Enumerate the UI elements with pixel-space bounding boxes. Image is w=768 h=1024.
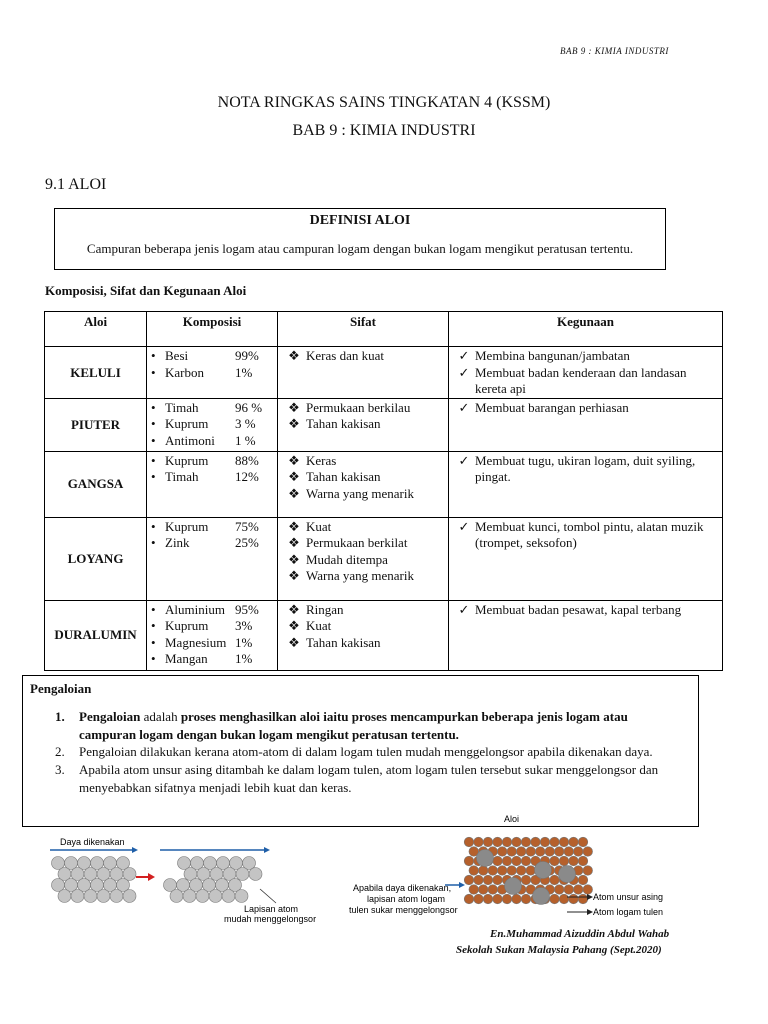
pure-metal-atom bbox=[488, 885, 498, 895]
element-percent: 3 % bbox=[235, 416, 256, 431]
atom bbox=[236, 868, 249, 881]
composition-item bbox=[151, 348, 273, 365]
definition-title: DEFINISI ALOI bbox=[309, 213, 411, 228]
chapter-title: BAB 9 : KIMIA INDUSTRI bbox=[292, 122, 476, 139]
property-item bbox=[282, 519, 444, 536]
atom bbox=[196, 890, 209, 903]
atom bbox=[71, 890, 84, 903]
bullet-icon: • bbox=[151, 518, 156, 534]
element-name: Besi bbox=[165, 348, 189, 363]
element-name: Kuprum bbox=[165, 416, 209, 431]
element-percent: 1 % bbox=[235, 432, 256, 448]
pure-metal-atom bbox=[521, 837, 531, 847]
bullet-icon: • bbox=[151, 399, 156, 415]
bullet-icon: • bbox=[151, 452, 156, 468]
bullet-icon: • bbox=[151, 634, 156, 650]
pure-metal-atom bbox=[550, 837, 560, 847]
pure-metal-atom bbox=[559, 894, 569, 904]
pure-metal-atom bbox=[493, 837, 503, 847]
pure-metal-atom bbox=[573, 847, 583, 857]
element-name: Timah bbox=[165, 399, 199, 415]
atom bbox=[84, 890, 97, 903]
alloy-diagram bbox=[345, 812, 685, 920]
property-item bbox=[282, 635, 444, 652]
property-item bbox=[282, 400, 444, 417]
pure-metal-atom bbox=[478, 885, 488, 895]
pengaloian-title: Pengaloian bbox=[30, 681, 92, 696]
point-number: 3. bbox=[55, 762, 65, 777]
header-kegunaan: Kegunaan bbox=[449, 312, 723, 347]
pure-metal-atom bbox=[526, 847, 536, 857]
alloy-left-label-3: tulen sukar menggelongsor bbox=[349, 905, 458, 915]
usage-item bbox=[453, 348, 718, 365]
usage-item bbox=[453, 602, 718, 619]
property-text: Warna yang menarik bbox=[306, 485, 414, 501]
pure-metal-atom bbox=[578, 894, 588, 904]
element-percent: 95% bbox=[235, 601, 259, 617]
composition-item bbox=[151, 469, 273, 486]
property-item bbox=[282, 602, 444, 619]
diamond-bullet-icon: ❖ bbox=[288, 348, 300, 363]
composition-cell bbox=[147, 398, 278, 451]
checkmark-icon: ✓ bbox=[458, 399, 470, 415]
pure-metal-atom bbox=[469, 885, 479, 895]
property-text: Permukaan berkilau bbox=[306, 399, 411, 415]
pure-metal-atom bbox=[478, 866, 488, 876]
diamond-bullet-icon: ❖ bbox=[288, 535, 300, 550]
property-text: Ringan bbox=[306, 601, 344, 617]
foreign-atom bbox=[477, 850, 494, 867]
composition-item bbox=[151, 651, 273, 668]
property-item bbox=[282, 618, 444, 635]
element-percent: 88% bbox=[235, 452, 259, 468]
pure-metal-atom bbox=[569, 894, 579, 904]
property-cell bbox=[278, 600, 449, 670]
bullet-icon: • bbox=[151, 618, 156, 633]
bullet-icon: • bbox=[151, 651, 156, 666]
diamond-bullet-icon: ❖ bbox=[288, 399, 300, 415]
header-note: BAB 9 : KIMIA INDUSTRI bbox=[560, 46, 669, 56]
foreign-atom bbox=[535, 862, 552, 879]
alloy-name: KELULI bbox=[45, 347, 147, 399]
alloy-atom-grid bbox=[464, 837, 592, 904]
pure-metal-atom bbox=[464, 856, 474, 866]
pure-metal-atom bbox=[578, 837, 588, 847]
element-percent: 75% bbox=[235, 518, 259, 534]
section-heading: 9.1 ALOI bbox=[45, 176, 107, 193]
property-text: Keras bbox=[306, 452, 337, 468]
pure-metal-atom bbox=[502, 837, 512, 847]
composition-cell bbox=[147, 347, 278, 399]
atom-grid-before bbox=[52, 857, 137, 903]
foreign-atom bbox=[533, 888, 550, 905]
pengaloian-box bbox=[22, 675, 699, 827]
usage-item bbox=[453, 365, 718, 398]
pure-metal-atom bbox=[521, 856, 531, 866]
element-name: Kuprum bbox=[165, 618, 209, 633]
diamond-bullet-icon: ❖ bbox=[288, 469, 300, 484]
pure-metal-atom bbox=[554, 885, 564, 895]
usage-text: Membuat kunci, tombol pintu, alatan muzik (trompet, seksofon) bbox=[475, 518, 704, 550]
pure-metal-atom bbox=[564, 847, 574, 857]
property-item bbox=[282, 453, 444, 470]
atom bbox=[209, 890, 222, 903]
alloy-force-arrowhead bbox=[459, 882, 465, 888]
pure-metal-atom bbox=[521, 894, 531, 904]
element-percent: 99% bbox=[235, 348, 259, 363]
pure-metal-atom bbox=[554, 847, 564, 857]
atom bbox=[110, 890, 123, 903]
pure-metal-atom bbox=[512, 856, 522, 866]
property-text: Mudah ditempa bbox=[306, 551, 388, 567]
alloy-name: GANGSA bbox=[45, 451, 147, 517]
pure-metal-atom bbox=[535, 847, 545, 857]
pure-metal-atom bbox=[569, 837, 579, 847]
usage-text: Membuat badan pesawat, kapal terbang bbox=[475, 601, 682, 617]
composition-cell bbox=[147, 451, 278, 517]
property-item bbox=[282, 568, 444, 585]
pure-metal-atom bbox=[464, 894, 474, 904]
pure-metal-atom bbox=[550, 856, 560, 866]
element-percent: 12% bbox=[235, 469, 259, 484]
pure-atom-label: Atom logam tulen bbox=[593, 907, 664, 917]
property-item bbox=[282, 552, 444, 569]
atom bbox=[235, 890, 248, 903]
usage-item bbox=[453, 519, 718, 552]
property-text: Kuat bbox=[306, 618, 332, 633]
point-number: 1. bbox=[55, 709, 65, 724]
diamond-bullet-icon: ❖ bbox=[288, 518, 300, 534]
header-komposisi: Komposisi bbox=[147, 312, 278, 347]
pure-metal-atom bbox=[550, 894, 560, 904]
property-text: Tahan kakisan bbox=[306, 634, 381, 650]
table-header-row bbox=[45, 312, 723, 347]
property-text: Tahan kakisan bbox=[306, 469, 381, 484]
property-cell bbox=[278, 347, 449, 399]
pure-metal-atom bbox=[526, 866, 536, 876]
pure-metal-atom bbox=[464, 837, 474, 847]
pure-metal-atom bbox=[483, 837, 493, 847]
transition-arrowhead bbox=[148, 873, 155, 881]
composition-item bbox=[151, 416, 273, 433]
pure-metal-atom bbox=[488, 866, 498, 876]
property-item bbox=[282, 348, 444, 365]
checkmark-icon: ✓ bbox=[458, 518, 470, 534]
property-text: Keras dan kuat bbox=[306, 348, 384, 363]
atom bbox=[170, 890, 183, 903]
usage-cell bbox=[449, 517, 723, 600]
definition-text: Campuran beberapa jenis logam atau campuran logam dengan bukan logam mengikut peratusan tertentu. bbox=[86, 241, 634, 256]
bullet-icon: • bbox=[151, 432, 156, 448]
pure-metal-atom bbox=[469, 866, 479, 876]
pure-metal-atom bbox=[516, 866, 526, 876]
composition-item bbox=[151, 365, 273, 382]
diamond-bullet-icon: ❖ bbox=[288, 452, 300, 468]
pure-metal-atom bbox=[507, 847, 517, 857]
layer-label-1: Lapisan atom bbox=[244, 904, 299, 914]
table-row bbox=[45, 347, 723, 399]
pure-metal-atom bbox=[516, 847, 526, 857]
pure-metal-atom bbox=[521, 875, 531, 885]
pure-metal-atom bbox=[578, 875, 588, 885]
usage-text: Membuat tugu, ukiran logam, duit syiling, pingat. bbox=[475, 452, 696, 484]
element-name: Zink bbox=[165, 535, 190, 550]
element-percent: 96 % bbox=[235, 399, 263, 415]
diamond-bullet-icon: ❖ bbox=[288, 568, 300, 583]
pure-metal-atom bbox=[483, 894, 493, 904]
pure-metal-atom bbox=[564, 885, 574, 895]
element-percent: 1% bbox=[235, 634, 253, 650]
property-item bbox=[282, 416, 444, 433]
author-credit: En.Muhammad Aizuddin Abdul Wahab bbox=[490, 928, 670, 940]
element-name: Karbon bbox=[165, 364, 204, 380]
element-percent: 1% bbox=[235, 364, 253, 380]
force-arrowhead-right bbox=[264, 847, 270, 853]
usage-text: Membuat barangan perhiasan bbox=[475, 399, 629, 415]
element-percent: 3% bbox=[235, 618, 253, 633]
force-arrowhead-left bbox=[132, 847, 138, 853]
composition-item bbox=[151, 400, 273, 417]
alloy-name: DURALUMIN bbox=[45, 600, 147, 670]
diamond-bullet-icon: ❖ bbox=[288, 618, 300, 633]
element-percent: 25% bbox=[235, 535, 259, 550]
composition-item bbox=[151, 618, 273, 635]
table-row bbox=[45, 451, 723, 517]
diamond-bullet-icon: ❖ bbox=[288, 551, 300, 567]
property-cell bbox=[278, 451, 449, 517]
page-title: NOTA RINGKAS SAINS TINGKATAN 4 (KSSM) bbox=[217, 94, 551, 111]
pure-metal-atom bbox=[493, 894, 503, 904]
atom bbox=[183, 890, 196, 903]
layer-label-2: mudah menggelongsor bbox=[224, 914, 317, 924]
pure-metal-atom bbox=[540, 837, 550, 847]
pure-metal-slip-diagram bbox=[48, 833, 318, 928]
usage-cell bbox=[449, 347, 723, 399]
composition-cell bbox=[147, 600, 278, 670]
header-aloi: Aloi bbox=[45, 312, 147, 347]
pure-metal-atom bbox=[483, 875, 493, 885]
diamond-bullet-icon: ❖ bbox=[288, 634, 300, 650]
diamond-bullet-icon: ❖ bbox=[288, 416, 300, 431]
element-name: Kuprum bbox=[165, 452, 209, 468]
table-heading: Komposisi, Sifat dan Kegunaan Aloi bbox=[45, 283, 247, 298]
property-cell bbox=[278, 398, 449, 451]
force-label: Daya dikenakan bbox=[60, 837, 125, 847]
usage-item bbox=[453, 453, 718, 486]
bullet-icon: • bbox=[151, 469, 156, 484]
property-cell bbox=[278, 517, 449, 600]
pure-metal-atom bbox=[493, 856, 503, 866]
pure-metal-atom bbox=[583, 885, 593, 895]
pure-metal-atom bbox=[512, 894, 522, 904]
pure-metal-atom bbox=[545, 847, 555, 857]
element-name: Magnesium bbox=[165, 634, 227, 650]
pure-metal-atom bbox=[559, 837, 569, 847]
foreign-atom bbox=[559, 866, 576, 883]
pure-metal-atom bbox=[502, 894, 512, 904]
point-bold-term: Pengaloian bbox=[79, 709, 141, 724]
layer-pointer bbox=[260, 889, 276, 903]
element-percent: 1% bbox=[235, 651, 253, 666]
atom-grid-after bbox=[164, 857, 263, 903]
point-number: 2. bbox=[55, 744, 65, 759]
pure-metal-atom bbox=[502, 856, 512, 866]
point-text: Pengaloian dilakukan kerana atom-atom di dalam logam tulen mudah menggelongsor apabila dikenakan daya. bbox=[79, 744, 653, 759]
usage-text: Membina bangunan/jambatan bbox=[475, 348, 630, 363]
atom bbox=[249, 868, 262, 881]
checkmark-icon: ✓ bbox=[458, 601, 470, 617]
pure-metal-atom bbox=[550, 875, 560, 885]
usage-cell bbox=[449, 398, 723, 451]
pure-metal-atom bbox=[559, 856, 569, 866]
point-connector: adalah bbox=[140, 709, 181, 724]
pure-metal-atom bbox=[583, 866, 593, 876]
property-text: Warna yang menarik bbox=[306, 568, 414, 583]
atom bbox=[97, 890, 110, 903]
composition-item bbox=[151, 535, 273, 552]
definition-box bbox=[54, 208, 666, 270]
pure-metal-atom bbox=[583, 847, 593, 857]
alloy-name: LOYANG bbox=[45, 517, 147, 600]
usage-text: Membuat badan kenderaan dan landasan kereta api bbox=[475, 364, 687, 396]
alloy-title: Aloi bbox=[504, 814, 520, 824]
usage-cell bbox=[449, 451, 723, 517]
pure-metal-atom bbox=[493, 875, 503, 885]
pengaloian-point-2 bbox=[55, 743, 690, 761]
header-sifat: Sifat bbox=[278, 312, 449, 347]
pure-metal-atom bbox=[474, 894, 484, 904]
alloy-left-label-2: lapisan atom logam bbox=[367, 894, 446, 904]
bullet-icon: • bbox=[151, 364, 156, 380]
bullet-icon: • bbox=[151, 348, 156, 363]
property-item bbox=[282, 469, 444, 486]
bullet-icon: • bbox=[151, 416, 156, 431]
pure-metal-atom bbox=[464, 875, 474, 885]
table-row bbox=[45, 600, 723, 670]
composition-cell bbox=[147, 517, 278, 600]
bullet-icon: • bbox=[151, 535, 156, 550]
diamond-bullet-icon: ❖ bbox=[288, 601, 300, 617]
property-item bbox=[282, 535, 444, 552]
table-row bbox=[45, 517, 723, 600]
alloy-table bbox=[44, 311, 723, 671]
bullet-icon: • bbox=[151, 601, 156, 617]
property-item bbox=[282, 486, 444, 503]
alloy-left-label-1: Apabila daya dikenakan, bbox=[353, 883, 452, 893]
composition-item bbox=[151, 602, 273, 619]
pengaloian-point-1 bbox=[55, 708, 690, 743]
element-name: Antimoni bbox=[165, 432, 215, 448]
pure-metal-atom bbox=[531, 837, 541, 847]
element-name: Timah bbox=[165, 469, 199, 484]
usage-cell bbox=[449, 600, 723, 670]
atom bbox=[58, 890, 71, 903]
diamond-bullet-icon: ❖ bbox=[288, 485, 300, 501]
school-credit: Sekolah Sukan Malaysia Pahang (Sept.2020) bbox=[456, 944, 662, 956]
composition-item bbox=[151, 519, 273, 536]
element-name: Kuprum bbox=[165, 518, 209, 534]
property-text: Kuat bbox=[306, 518, 332, 534]
atom bbox=[123, 890, 136, 903]
pure-metal-atom bbox=[497, 866, 507, 876]
element-name: Aluminium bbox=[165, 601, 225, 617]
table-row bbox=[45, 398, 723, 451]
property-text: Tahan kakisan bbox=[306, 416, 381, 431]
property-text: Permukaan berkilat bbox=[306, 535, 408, 550]
pure-metal-atom bbox=[573, 885, 583, 895]
pure-metal-atom bbox=[474, 837, 484, 847]
atom bbox=[222, 890, 235, 903]
usage-item bbox=[453, 400, 718, 417]
element-name: Mangan bbox=[165, 651, 208, 666]
pure-metal-atom bbox=[497, 847, 507, 857]
pengaloian-point-3 bbox=[55, 761, 690, 796]
foreign-atom-label: Atom unsur asing bbox=[593, 892, 664, 902]
pure-metal-atom bbox=[578, 856, 588, 866]
composition-item bbox=[151, 433, 273, 450]
checkmark-icon: ✓ bbox=[458, 364, 470, 380]
alloy-name: PIUTER bbox=[45, 398, 147, 451]
foreign-atom bbox=[505, 878, 522, 895]
composition-item bbox=[151, 453, 273, 470]
pure-metal-atom bbox=[474, 875, 484, 885]
pure-metal-atom bbox=[569, 856, 579, 866]
point-bold-text: proses menghasilkan aloi iaitu proses mencampurkan beberapa jenis logam atau campuran logam dengan bukan logam mengikut peratusan tertentu. bbox=[79, 709, 628, 742]
checkmark-icon: ✓ bbox=[458, 452, 470, 468]
point-text: Apabila atom unsur asing ditambah ke dalam logam tulen, atom logam tulen tersebut sukar menggelongsor dan menyebabkan sifatnya menjadi lebih kuat dan keras. bbox=[79, 762, 659, 795]
pure-metal-atom bbox=[512, 837, 522, 847]
checkmark-icon: ✓ bbox=[458, 348, 470, 363]
composition-item bbox=[151, 635, 273, 652]
pure-metal-atom bbox=[507, 866, 517, 876]
